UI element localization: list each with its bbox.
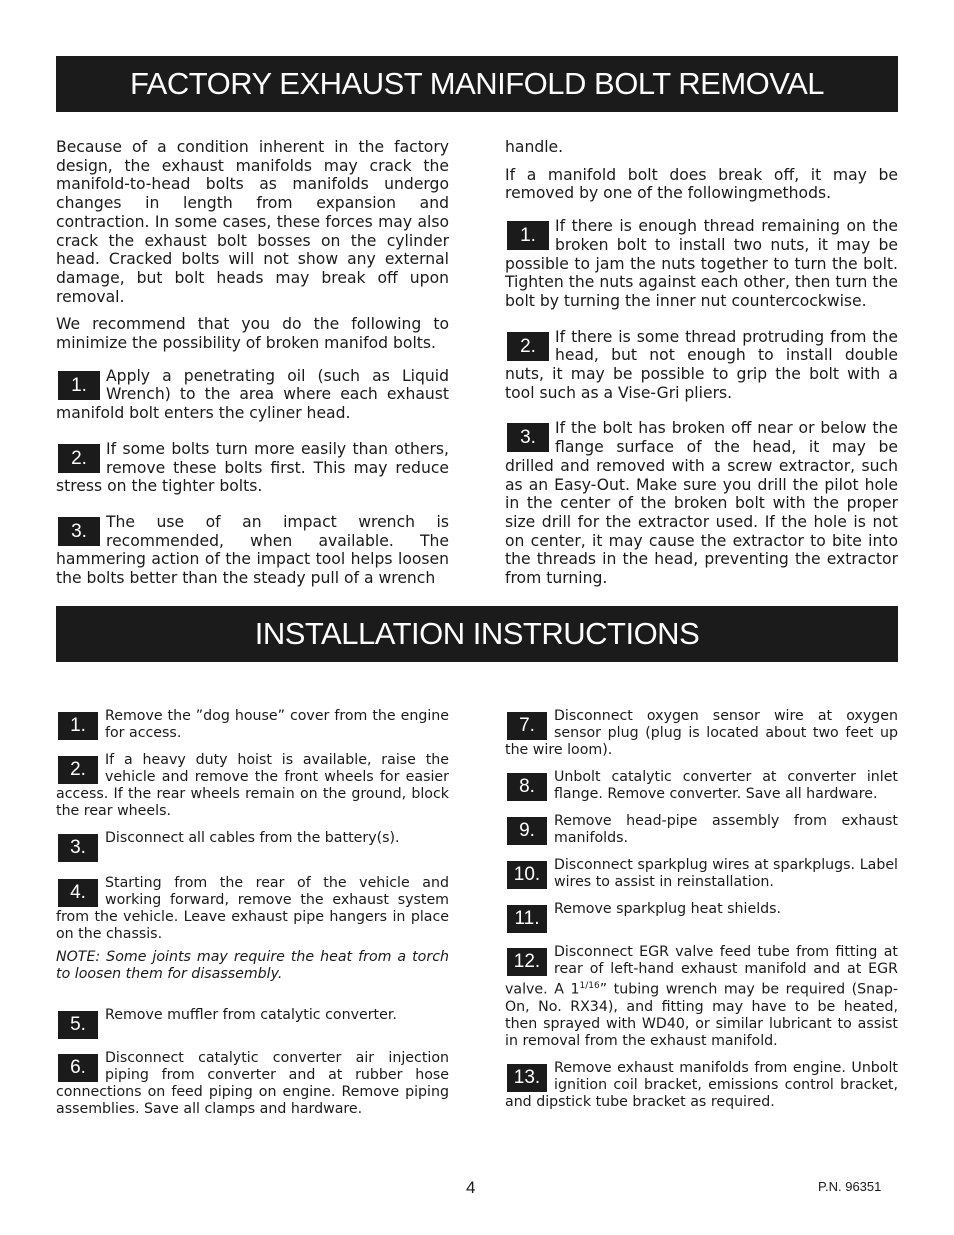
fraction-superscript: 1/16 — [579, 981, 600, 991]
step-number-badge: 2. — [507, 332, 549, 361]
page-number: 4 — [466, 1178, 476, 1197]
recommend-paragraph: We recommend that you do the following to minimize the possibility of broken manifod bolts. — [56, 315, 449, 353]
intro-paragraph: Because of a condition inherent in the factory design, the exhaust manifolds may crack the manifold-to-head bolts as manifolds undergo changes in length from expansion and contraction. In some cases, these forces may also crack the exhaust bolt bosses on the cylinder head. Cracked bolts will not show any external damage, but bolt heads may break off upon removal. — [56, 138, 449, 306]
step-text: The use of an impact wrench is recommended, when available. The hammering action of the impact tool helps loosen the bolts better than the steady pull of a wrench — [56, 512, 449, 588]
step-text: Disconnect all cables from the battery(s). — [105, 830, 400, 846]
step-text: If there is some thread protruding from the head, but not enough to install double nuts, it may be possible to grip the bolt with a tool such as a Vise-Gri pliers. — [505, 327, 898, 402]
installation-left-column — [56, 708, 449, 1128]
step-number-badge: 1. — [58, 371, 100, 400]
prevention-step — [56, 440, 449, 496]
section-title: FACTORY EXHAUST MANIFOLD BOLT REMOVAL — [129, 66, 825, 101]
disassembly-note: NOTE: Some joints may require the heat from a torch to loosen them for disassembly. — [56, 949, 449, 982]
installation-step — [56, 752, 449, 820]
step-number-badge: 10. — [507, 861, 547, 889]
installation-step — [505, 708, 898, 759]
step-number-badge: 13. — [507, 1064, 547, 1092]
step-number-badge: 1. — [58, 712, 98, 740]
step-number-badge: 12. — [507, 948, 547, 976]
section-banner-bolt-removal — [56, 56, 898, 112]
step-text: If the bolt has broken off near or below the flange surface of the head, it may be drilled and removed with a screw extractor, such as an Easy-Out. Make sure you drill the pilot hole in the center of the broken bolt with the proper size drill for the extractor used. If the hole is not on center, it may cause the extractor to bite into the threads in the head, preventing the extractor from turning. — [505, 419, 898, 588]
step-text: Disconnect oxygen sensor wire at oxygen sensor plug (plug is located about two feet up the wire loom). — [505, 708, 898, 758]
step-text: Remove exhaust manifolds from engine. Unbolt ignition coil bracket, emissions control bracket, and dipstick tube bracket as required. — [505, 1059, 898, 1110]
step-text: Remove muffler from catalytic converter. — [105, 1007, 397, 1023]
broken-bolt-intro: If a manifold bolt does break off, it may be removed by one of the followingmethods. — [505, 165, 898, 203]
step-number-badge: 6. — [58, 1054, 98, 1082]
installation-step — [56, 1007, 449, 1035]
step-number-badge: 11. — [507, 905, 547, 933]
installation-step — [505, 901, 898, 929]
section-title: INSTALLATION INSTRUCTIONS — [254, 616, 700, 651]
removal-method-step — [505, 217, 898, 311]
step-text: Apply a penetrating oil (such as Liquid Wrench) to the area where each exhaust manifold bolt enters the cyliner head. — [56, 366, 449, 423]
step-number-badge: 7. — [507, 712, 547, 740]
step-text: Unbolt catalytic converter at converter inlet flange. Remove converter. Save all hardware. — [554, 769, 898, 802]
step-number-badge: 1. — [507, 221, 549, 250]
installation-step — [56, 830, 449, 858]
step-text-end: ” tubing wrench may be required (Snap-On, No. RX34), and fitting may have to be heated, then sprayed with WD40, or similar lubricant to assist in removal from the exhaust manifold. — [505, 981, 898, 1049]
prevention-step — [56, 513, 449, 588]
installation-right-column — [505, 708, 898, 1121]
step-number-badge: 8. — [507, 773, 547, 801]
step-text-start: Disconnect EGR valve feed tube from fitting at rear of left-hand exhaust manifold and at EGR valve. A 1 — [505, 944, 898, 998]
installation-step — [505, 769, 898, 803]
step-text: Disconnect sparkplug wires at sparkplugs. Label wires to assist in reinstallation. — [554, 857, 898, 890]
step-number-badge: 5. — [58, 1011, 98, 1039]
installation-step — [56, 1050, 449, 1118]
installation-step — [505, 1060, 898, 1111]
installation-step — [505, 813, 898, 847]
step-text: Remove the ”dog house” cover from the engine for access. — [105, 708, 449, 741]
continued-text: handle. — [505, 138, 564, 156]
step-number-badge: 3. — [58, 517, 100, 546]
bolt-removal-right-column — [505, 138, 898, 605]
step-number-badge: 2. — [58, 444, 100, 473]
step-text: Disconnect catalytic converter air injection piping from converter and at rubber hose connections on feed piping on engine. Remove piping assemblies. Save all clamps and hardware. — [56, 1050, 449, 1117]
bolt-removal-left-column — [56, 138, 449, 605]
step-number-badge: 4. — [58, 879, 98, 907]
step-text: If some bolts turn more easily than others, remove these bolts first. This may reduce stress on the tighter bolts. — [56, 439, 449, 496]
prevention-step — [56, 367, 449, 423]
step-text: Remove head-pipe assembly from exhaust manifolds. — [554, 813, 898, 846]
step-text: Remove sparkplug heat shields. — [554, 901, 782, 917]
removal-method-step — [505, 328, 898, 403]
installation-step — [56, 708, 449, 742]
step-number-badge: 2. — [58, 756, 98, 784]
step-text: If a heavy duty hoist is available, raise the vehicle and remove the front wheels for easier access. If the rear wheels remain on the ground, block the rear wheels. — [56, 752, 449, 819]
removal-method-step — [505, 419, 898, 587]
step-number-badge: 9. — [507, 817, 547, 845]
installation-step — [56, 875, 449, 943]
step-text: Starting from the rear of the vehicle and working forward, remove the exhaust system from the vehicle. Leave exhaust pipe hangers in place on the chassis. — [56, 875, 449, 942]
installation-step — [505, 857, 898, 891]
installation-step — [505, 944, 898, 1050]
step-number-badge: 3. — [507, 423, 549, 452]
section-banner-installation — [56, 606, 898, 662]
step-text: If there is enough thread remaining on the broken bolt to install two nuts, it may be possible to jam the nuts together to turn the bolt. Tighten the nuts against each other, then turn the bolt by turning the inner nut countercockwise. — [505, 217, 898, 310]
step-number-badge: 3. — [58, 834, 98, 862]
part-number: P.N. 96351 — [818, 1179, 882, 1194]
